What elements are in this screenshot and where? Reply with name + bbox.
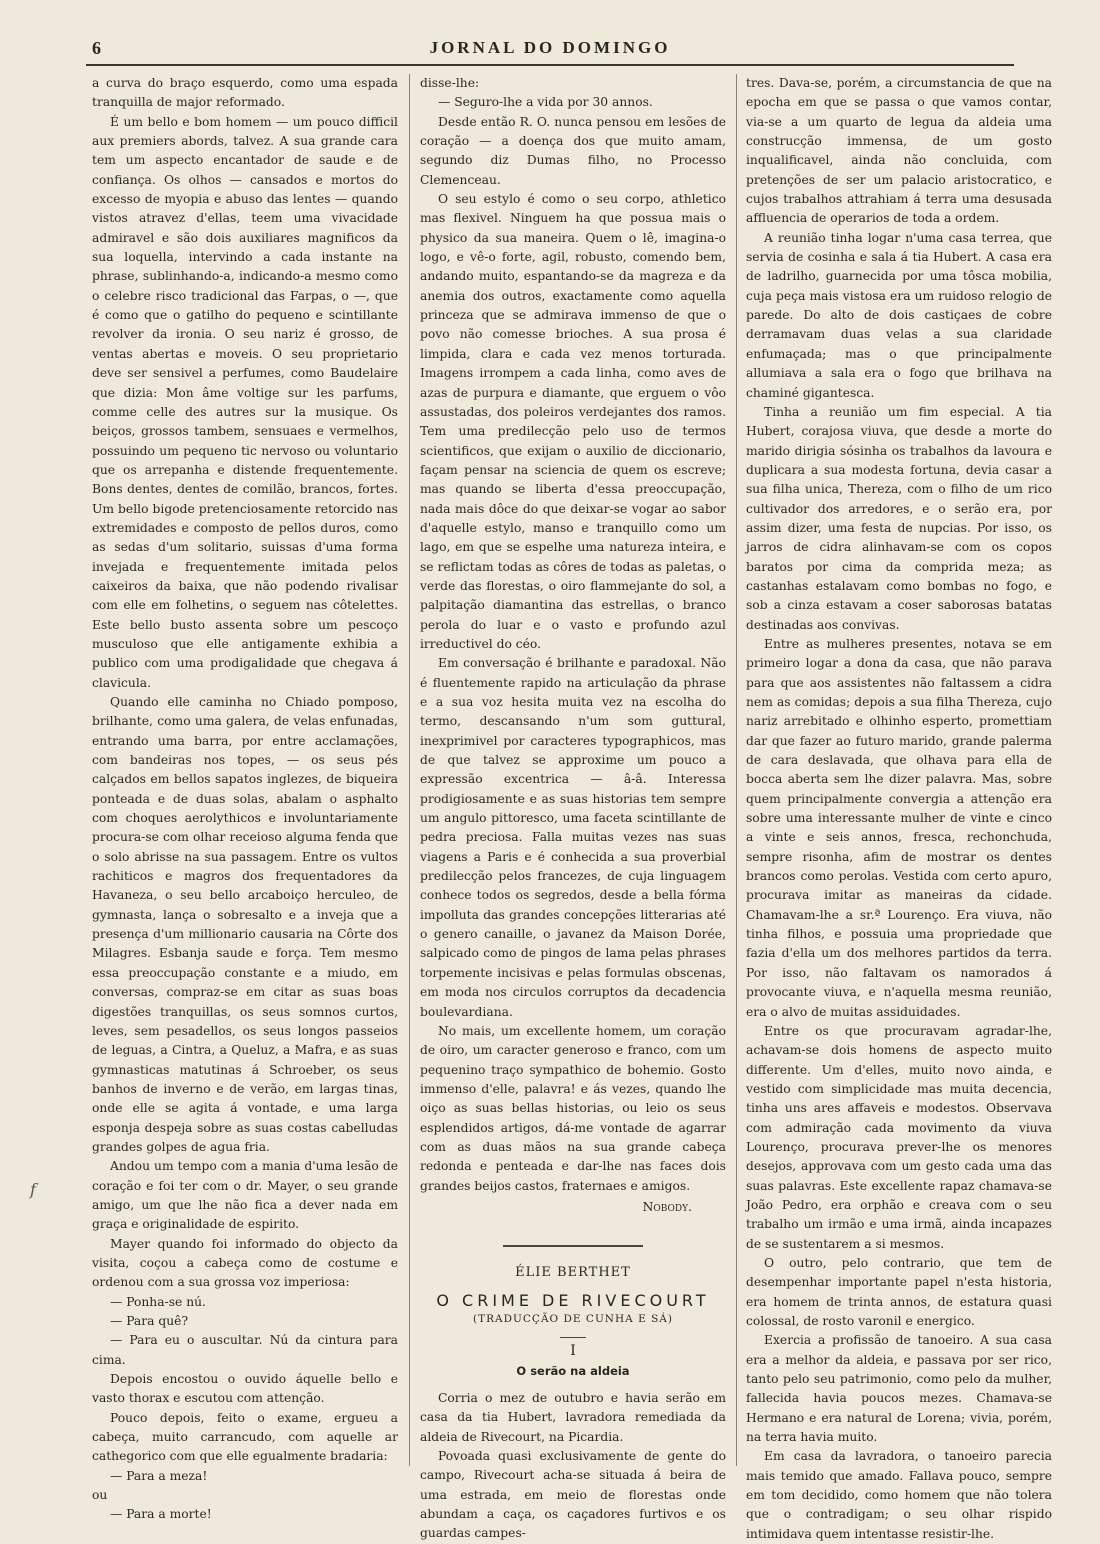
paragraph: Entre os que procuravam agradar-lhe, achavam-se dois homens de aspecto muito differente. Um d'elles, muito novo ainda, e vestido com simplicidade mas muita decencia, tinha uns ares affaveis e modestos. Observava com admiração cada movimento da viuva Lourenço, procurava prever-lhe os menores desejos, approvava com um gesto cada uma das suas palavras. Este excellente rapaz chamava-se João Pedro, era orphão e creava com o seu trabalho um irmão e uma irmã, ainda incapazes de se sustentarem a si mesmos. bbox=[746, 1023, 1052, 1251]
page-number: 6 bbox=[92, 38, 101, 58]
paragraph: Pouco depois, feito o exame, ergueu a cabeça, muito carrancudo, com aquelle ar cathegorico com que elle egualmente bradaria: bbox=[92, 1410, 398, 1464]
paragraph: tres. Dava-se, porém, a circumstancia de que na epocha em que se passa o que vamos contar, via-se a um quarto de legua da aldeia uma construcção immensa, de um gosto inqualificavel, ainda não concluida, com pretenções de ser um palacio aristocratico, e cujos trabalhos attrahiam á terra uma desusada affluencia de operarios de toda a ordem. bbox=[746, 76, 1052, 226]
dialogue-line: — Para eu o auscultar. Nú da cintura para cima. bbox=[92, 1333, 398, 1367]
paragraph: Quando elle caminha no Chiado pomposo, brilhante, como uma galera, de velas enfunadas, entrando uma barra, por entre acclamações, com bandeiras nos topes, — os seus pés calçados em bellos sapatos inglezes, de biqueira ponteada e de duas solas, abalam o asphalto com choques aerolythicos e involuntariamente procura-se com olhar receioso alguma fenda que o solo abrisse na sua passagem. Entre os vultos rachiticos e magros dos frequentadores da Havaneza, o seu bello arcaboiço herculeo, de gymnasta, lança o sobresalto e a inveja que a presença d'um millionario causaria na Côrte dos Milagres. Esbanja saude e força. Tem mesmo essa preoccupação constante e a miudo, em conversas, compraz-se em citar as suas boas digestões tranquillas, os seus somnos curtos, leves, sem pesadellos, os seus longos passeios de leguas, a Cintra, a Queluz, a Mafra, e as suas gymnasticas matutinas á Schroeber, os seus banhos de inverno e de verão, em largas tinas, onde elle se agita á vontade, e uma larga esponja despeja sobre as suas costas cabelludas grandes golpes de agua fria. bbox=[92, 695, 398, 1154]
translation-credit: (TRADUCÇÃO DE CUNHA E SÁ) bbox=[473, 1312, 673, 1325]
paragraph: O outro, pelo contrario, que tem de desempenhar importante papel n'esta historia, era homem de trinta annos, de estatura quasi colossal, de rosto varonil e energico. bbox=[746, 1255, 1052, 1328]
margin-mark: f bbox=[30, 1180, 36, 1199]
paragraph: a curva do braço esquerdo, como uma espada tranquilla de major reformado. bbox=[92, 76, 398, 110]
paragraph: Andou um tempo com a mania d'uma lesão de coração e foi ter com o dr. Mayer, o seu grande amigo, um que lhe não fica a dever nada em graça e originalidade de espirito. bbox=[92, 1159, 398, 1232]
paragraph: Depois encostou o ouvido áquelle bello e vasto thorax e escutou com attenção. bbox=[92, 1372, 398, 1406]
dialogue-line: — Para a meza! bbox=[110, 1468, 208, 1483]
paragraph: Em casa da lavradora, o tanoeiro parecia mais temido que amado. Fallava pouco, sempre em tom decidido, como homem que não tolera que o contradigam; o seu olhar rispido intimidava quem intentasse resistir-lhe. bbox=[746, 1449, 1052, 1541]
dialogue-line: — Seguro-lhe a vida por 30 annos. bbox=[438, 95, 653, 110]
story-title: O CRIME DE RIVECOURT bbox=[436, 1290, 710, 1310]
story-author: ÉLIE BERTHET bbox=[515, 1265, 631, 1281]
column-1 bbox=[92, 74, 398, 1522]
column-divider bbox=[409, 74, 410, 1466]
dialogue-line: — Ponha-se nú. bbox=[110, 1294, 206, 1309]
paragraph: Povoada quasi exclusivamente de gente do campo, Rivecourt acha-se situada á beira de uma estrada, em meio de florestas onde abundam a caça, os caçadores furtivos e os guardas campes- bbox=[420, 1449, 726, 1541]
page-header bbox=[86, 36, 1014, 66]
dialogue-line: — Para a morte! bbox=[110, 1507, 212, 1522]
section-rule bbox=[503, 1245, 643, 1247]
paragraph: É um bello e bom homem — um pouco difficil aux premiers abords, talvez. A sua grande cara tem um aspecto encantador de saude e de confiança. Os olhos — cansados e mortos do excesso de myopia e abuso das lentes — quando vistos atravez d'ellas, teem uma vivacidade admiravel e são dois auxiliares magnificos da sua loquella, intervindo a cada instante na phrase, sublinhando-a, indicando-a mesmo como o celebre risco tradicional das Farpas, o —, que é como que o gatilho do pequeno e scintillante revolver da ironia. O seu nariz é grosso, de ventas abertas e moveis. O seu proprietario deve ser sensivel a perfumes, como Baudelaire que dizia: Mon âme voltige sur les parfums, comme celle des autres sur la musique. Os beiços, grossos tambem, sensuaes e vermelhos, possuindo um pequeno tic nervoso ou voluntario que os arrepanha e distende frequentemente. Bons dentes, dentes de comilão, brancos, fortes. Um bello bigode pretenciosamente retorcido nas extremidades e composto de pellos duros, como as sedas d'um solitario, suissas d'uma forma invejada e frequentemente imitada pelos caixeiros da baixa, que não podendo rivalisar com elle em folhetins, o seguem nas côtelettes. Este bello busto assenta sobre um pescoço musculoso que elle antigamente exhibia a publico com uma prodigalidade que chegava á clavicula. bbox=[92, 114, 398, 690]
chapter-rule bbox=[560, 1337, 586, 1338]
column-2 bbox=[420, 74, 726, 1541]
paragraph: No mais, um excellente homem, um coração de oiro, um caracter generoso e franco, com um pequenino traço sympathico de bohemio. Gosto immenso d'elle, palavra! e ás vezes, quando lhe oiço as suas bellas historias, ou leio os seus esplendidos artigos, dá-me vontade de agarrar com as duas mãos na sua grande cabeça redonda e penteada e dar-lhe nas faces dois grandes beijos castos, fraternaes e amigos. bbox=[420, 1023, 726, 1193]
column-divider bbox=[736, 74, 737, 1466]
chapter-number: I bbox=[570, 1343, 576, 1360]
signature: Nobody. bbox=[642, 1199, 692, 1214]
paragraph: Corria o mez de outubro e havia serão em casa da tia Hubert, lavradora remediada da aldeia de Rivecourt, na Picardia. bbox=[420, 1391, 726, 1444]
journal-title: JORNAL DO DOMINGO bbox=[429, 38, 671, 57]
paragraph: A reunião tinha logar n'uma casa terrea, que servia de cosinha e sala á tia Hubert. A casa era de ladrilho, guarnecida por uma tôsca mobilia, cuja peça mais vistosa era um ruidoso relogio de parede. Do alto de dois castiçaes de cobre derramavam duas velas a sua claridade enfumaçada; mas o que principalmente allumiava a sala era o fogo que brilhava na chaminé gigantesca. bbox=[746, 230, 1052, 400]
paragraph: Em conversação é brilhante e paradoxal. Não é fluentemente rapido na articulação da phrase e a sua voz hesita muita vez na escolha do termo, descansando n'um som guttural, inexprimivel por caracteres typographicos, mas de que talvez se approxime um pouco a expressão excentrica — â-â. Interessa prodigiosamente e as suas historias tem sempre um angulo pittoresco, uma faceta scintillante de pedra preciosa. Falla muitas vezes nas suas viagens a Paris e é conhecida a sua proverbial predilecção pelos francezes, de cuja linguagem conhece todos os segredos, desde a bella fórma impolluta das grandes concepções litterarias até o genero canaille, o javanez da Maison Dorée, salpicado como de pingos de lama pelas phrases torpemente incisivas e pelas formulas obscenas, em moda nos circulos corruptos da decadencia boulevardiana. bbox=[420, 656, 726, 1019]
paragraph: O seu estylo é como o seu corpo, athletico mas flexivel. Ninguem ha que possua mais o physico da sua maneira. Quem o lê, imagina-o logo, e vê-o forte, agil, robusto, comendo bem, andando muito, espantando-se da magreza e da anemia dos outros, exactamente como aquella princeza que se admirava immenso de que o povo não comesse brioches. A sua prosa é limpida, clara e cada vez menos torturada. Imagens irrompem a cada linha, como aves de azas de purpura e diamante, que erguem o vôo assustadas, dos poleiros verdejantes dos ramos. Tem uma predilecção pelo uso de termos scientificos, que exijam o auxilio de diccionario, façam pensar na sciencia de quem os escreve; mas quando se liberta d'essa preoccupação, nada mais dôce do que deixar-se vogar ao sabor d'aquelle estylo, manso e tranquillo como um lago, em que se espelhe uma natureza inteira, e se reflictam todas as côres de todas as paletas, o verde das florestas, o oiro flammejante do sol, a palpitação diamantina das estrellas, o branco perola do luar e o vasto e profundo azul irreductivel do céo. bbox=[420, 192, 726, 651]
paragraph: Mayer quando foi informado do objecto da visita, coçou a cabeça como de costume e ordenou com a sua grossa voz imperiosa: bbox=[92, 1236, 398, 1290]
paragraph: Tinha a reunião um fim especial. A tia Hubert, corajosa viuva, que desde a morte do marido dirigia sósinha os trabalhos da lavoura e duplicara a sua modesta fortuna, devia casar a sua filha unica, Thereza, com o filho de um rico cultivador dos arredores, e o serão era, por assim dizer, uma festa de nupcias. Por isso, os jarros de cidra alinhavam-se com os copos baratos por cima da comprida meza; as castanhas estalavam como bombas no fogo, e sob a cinza estavam a coser saborosas batatas destinadas aos convivas. bbox=[746, 404, 1052, 632]
column-3 bbox=[746, 74, 1052, 1541]
paragraph: Entre as mulheres presentes, notava se em primeiro logar a dona da casa, que não parava para que aos assistentes não faltassem a cidra nem as comidas; depois a sua filha Thereza, cujo nariz arrebitado e olhinho esperto, promettiam dar que fazer ao futuro marido, grande palerma de cara deslavada, que olhava para ella de bocca aberta sem lhe dizer palavra. Mas, sobre quem principalmente convergia a attenção era sobre uma interessante mulher de vinte e cinco a vinte e seis annos, fresca, rechonchuda, sempre risonha, afim de mostrar os dentes brancos como perolas. Vestida com certo apuro, procurava imitar as maneiras da cidade. Chamavam-lhe a sr.ª Lourenço. Era viuva, não tinha filhos, e possuia uma propriedade que fazia d'ella um dos melhores partidos da terra. Por isso, não faltavam os namorados á provocante viuva, e n'aquella mesma reunião, era o alvo de muitas assiduidades. bbox=[746, 636, 1052, 1019]
paragraph: ou bbox=[92, 1488, 108, 1503]
paragraph: disse-lhe: bbox=[420, 76, 480, 90]
paragraph: Desde então R. O. nunca pensou em lesões de coração — a doença dos que muito amam, segundo diz Dumas filho, no Processo Clemenceau. bbox=[420, 114, 726, 187]
dialogue-line: — Para quê? bbox=[110, 1314, 189, 1328]
chapter-title: O serão na aldeia bbox=[516, 1363, 630, 1378]
paragraph: Exercia a profissão de tanoeiro. A sua casa era a melhor da aldeia, e passava por ser rico, tanto pelo seu patrimonio, como pelo da mulher, fallecida havia poucos mezes. Chamava-se Hermano e era natural de Lorena; vivia, porém, na terra havia muito. bbox=[746, 1333, 1052, 1445]
